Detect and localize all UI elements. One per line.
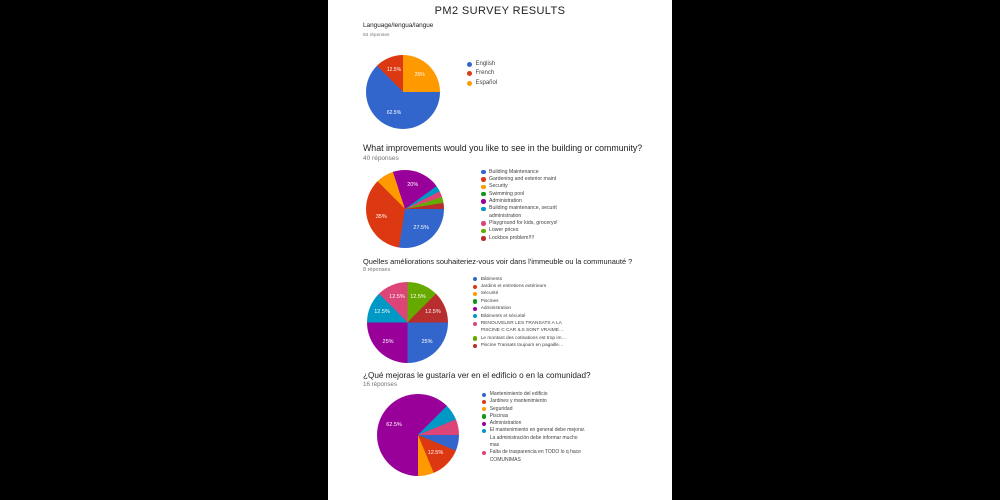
legend-item — [481, 205, 577, 220]
responses-count: 40 réponses — [363, 154, 399, 162]
pie-percent-label: 27.5% — [413, 224, 430, 231]
legend-bullet-icon — [481, 207, 486, 212]
legend-bullet-icon — [473, 299, 477, 303]
legend-item — [473, 290, 578, 297]
legend-label: RENOUVELER LES TRANSATS A LA PISCINE C CAR ILS SONT VRAIME… — [480, 320, 564, 334]
legend-label: Lockbox problem!!!! — [489, 234, 535, 241]
legend-label: Piscinas — [489, 412, 509, 419]
legend-bullet-icon — [473, 277, 477, 281]
question-title: Quelles améliorations souhaiteriez-vous voir dans l'immeuble ou la communauté ? — [363, 256, 633, 266]
pie-percent-label: 20% — [407, 182, 419, 189]
legend-bullet-icon — [481, 236, 486, 241]
legend-item — [481, 191, 577, 198]
legend-bullet-icon — [481, 192, 486, 197]
legend-item — [482, 391, 586, 398]
pie-percent-label: 62.5% — [386, 422, 402, 429]
pie-percent-label: 12.5% — [389, 294, 405, 301]
legend-bullet-icon — [481, 221, 486, 226]
legend-bullet-icon — [482, 400, 486, 404]
legend-label: French — [475, 70, 495, 77]
pie-percent-label: 25% — [414, 71, 425, 78]
legend-label: Administration — [489, 197, 522, 204]
pie-percent-label: 12.5% — [374, 308, 390, 315]
legend-improvements-en — [481, 169, 577, 242]
legend-bullet-icon — [473, 336, 477, 340]
pie-chart-improvements-en — [366, 170, 444, 248]
legend-item — [473, 298, 578, 305]
legend-improvements-es — [482, 391, 586, 464]
legend-item — [473, 335, 578, 342]
responses-count: 8 réponses — [363, 266, 391, 273]
page-title: PM2 SURVEY RESULTS — [434, 5, 566, 17]
legend-label: Building maintenance, securit administration — [489, 205, 557, 219]
legend-bullet-icon — [481, 185, 486, 190]
legend-bullet-icon — [481, 177, 486, 182]
legend-label: Sécurité — [480, 291, 499, 297]
legend-item — [473, 313, 578, 320]
legend-item — [482, 413, 586, 420]
pie-percent-label: 35% — [375, 213, 387, 220]
legend-label: Bâtiments et sécurité — [480, 313, 526, 319]
legend-label: English — [475, 61, 496, 67]
pie-chart-improvements-fr — [367, 282, 448, 363]
legend-label: Playground for kids, grocerys! — [489, 219, 558, 226]
legend-item — [481, 198, 577, 205]
pie-percent-label: 25% — [382, 338, 394, 345]
responses-count: 16 réponses — [363, 380, 398, 388]
legend-improvements-fr — [473, 276, 578, 350]
legend-label: Security — [489, 183, 508, 190]
question-title: Language/lengua/langue — [363, 22, 434, 29]
legend-label: Building Maintenance — [489, 168, 539, 175]
legend-item — [482, 427, 586, 449]
legend-item — [481, 235, 577, 242]
legend-item — [473, 305, 578, 312]
legend-item — [473, 283, 578, 290]
legend-bullet-icon — [473, 314, 477, 318]
legend-bullet-icon — [482, 451, 486, 455]
question-title: What improvements would you like to see in the building or community? — [363, 142, 643, 153]
legend-bullet-icon — [481, 229, 486, 234]
pie-percent-label: 12.5% — [386, 66, 402, 73]
legend-item — [481, 169, 577, 176]
responses-count: 64 réponses — [363, 33, 390, 38]
legend-item — [473, 276, 578, 283]
legend-item — [482, 420, 586, 427]
legend-item — [473, 320, 578, 335]
legend-label: Lower prices — [489, 227, 519, 234]
pie-chart-improvements-es — [377, 394, 459, 476]
legend-bullet-icon — [482, 414, 486, 418]
pie-percent-label: 12.5% — [427, 449, 444, 456]
legend-bullet-icon — [482, 407, 486, 411]
legend-label: Administration — [480, 306, 512, 312]
legend-label: Seguridad — [489, 405, 513, 412]
legend-bullet-icon — [473, 292, 477, 296]
legend-bullet-icon — [482, 429, 486, 433]
legend-item — [481, 176, 577, 183]
legend-label: Swimming pool — [489, 190, 525, 197]
pie-percent-label: 62.5% — [386, 110, 402, 117]
question-title: ¿Qué mejoras le gustaría ver en el edificio o en la comunidad? — [363, 370, 591, 380]
legend-item — [473, 342, 578, 349]
legend-item — [482, 398, 586, 405]
legend-bullet-icon — [467, 62, 472, 67]
legend-bullet-icon — [467, 81, 472, 86]
pie-percent-label: 12.5% — [410, 294, 426, 301]
pie-chart-language — [366, 55, 440, 129]
legend-bullet-icon — [473, 285, 477, 289]
legend-item — [482, 449, 586, 464]
legend-bullet-icon — [473, 322, 477, 326]
legend-label: Mantenimiento del edificio — [489, 391, 548, 397]
legend-language — [467, 60, 536, 88]
legend-label: Falta de trasparencia en TODO lo q hace COMUNIMAS — [489, 449, 581, 463]
legend-bullet-icon — [482, 422, 486, 426]
legend-label: Español — [475, 79, 498, 86]
survey-results-page — [328, 0, 672, 500]
legend-bullet-icon — [481, 170, 486, 175]
pie-percent-label: 25% — [421, 338, 433, 345]
legend-item — [467, 79, 536, 88]
legend-bullet-icon — [467, 71, 472, 76]
legend-label: Bâtiments — [480, 276, 503, 282]
legend-item — [481, 227, 577, 234]
legend-bullet-icon — [481, 199, 486, 204]
legend-label: Gardening and exterior maint — [489, 175, 557, 182]
legend-label: Jardines y mantenimiento — [489, 398, 547, 405]
legend-bullet-icon — [482, 393, 486, 397]
legend-bullet-icon — [473, 344, 477, 348]
legend-label: El mantenimiento en general debe mejorar. La administración debe informar mucho mas — [489, 427, 586, 449]
legend-item — [482, 406, 586, 413]
legend-bullet-icon — [473, 307, 477, 311]
pie-percent-label: 12.5% — [425, 308, 441, 315]
legend-label: Jardins et entretiens extérieurs — [480, 283, 547, 289]
legend-label: Le montant des cotisations est trop im… — [480, 335, 567, 341]
legend-item — [467, 60, 536, 69]
legend-item — [481, 220, 577, 227]
legend-item — [481, 183, 577, 190]
legend-label: Piscine Transats toujours en pagaille… — [480, 343, 564, 349]
legend-item — [467, 69, 536, 78]
legend-label: Piscines — [480, 298, 499, 304]
legend-label: Administration — [489, 420, 522, 427]
